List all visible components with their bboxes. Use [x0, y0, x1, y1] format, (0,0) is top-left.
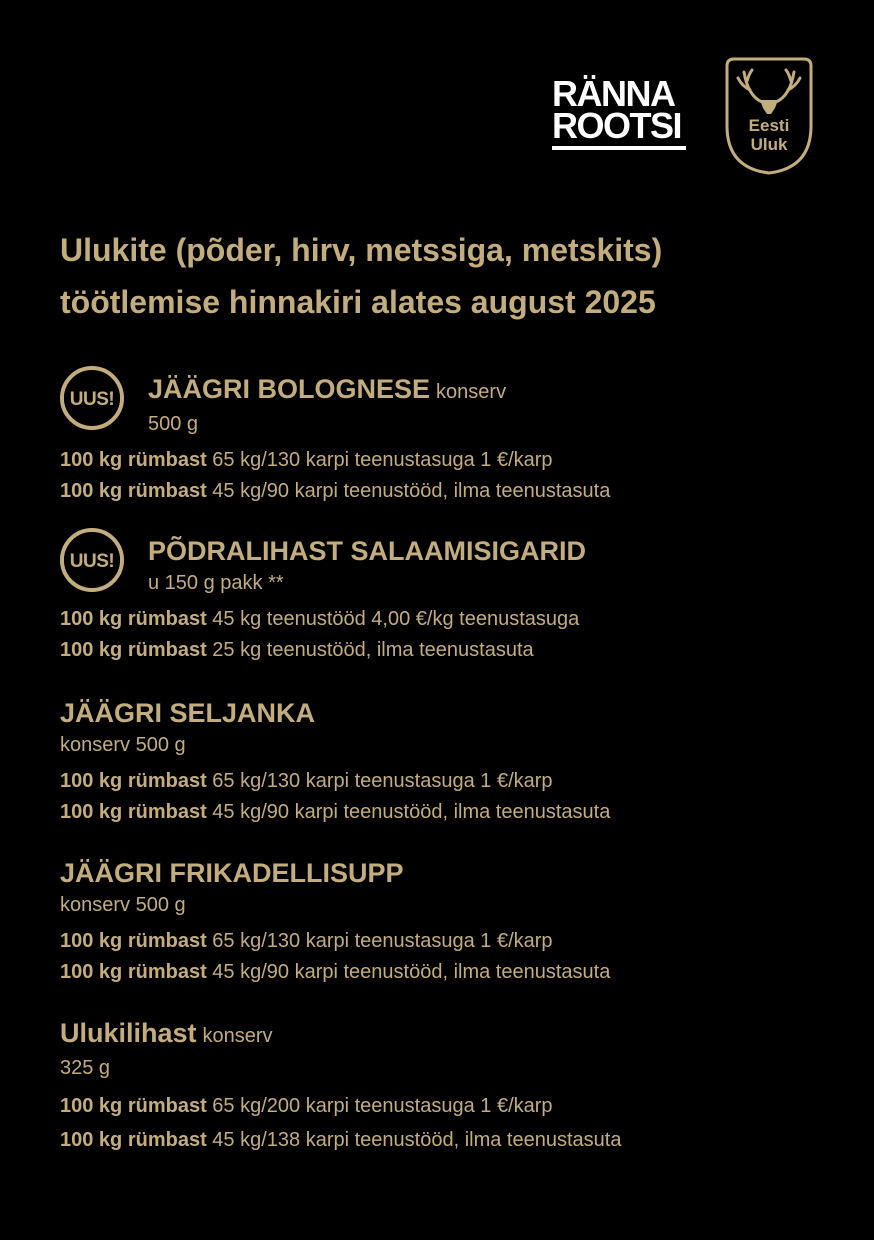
- price-line: 100 kg rümbast 45 kg/90 karpi teenustööd, ilma teenustasuta: [60, 961, 611, 983]
- product-podralihast-salaamisigarid: [60, 536, 840, 666]
- price-line: 100 kg rümbast 45 kg/90 karpi teenustööd, ilma teenustasuta: [60, 480, 611, 502]
- product-name: JÄÄGRI FRIKADELLISUPP: [60, 858, 404, 888]
- product-jaagri-bolognese: [60, 374, 840, 507]
- product-subtitle: konserv 500 g: [60, 734, 186, 756]
- price-line: 100 kg rümbast 25 kg teenustööd, ilma teenustasuta: [60, 639, 534, 661]
- eesti-uluk-logo-line-2: Uluk: [750, 135, 788, 154]
- eesti-uluk-logo: [722, 56, 816, 176]
- product-subtitle: konserv 500 g: [60, 894, 186, 916]
- new-badge: [60, 366, 124, 430]
- price-line: 100 kg rümbast 65 kg/130 karpi teenustasuga 1 €/karp: [60, 930, 553, 952]
- logo-area: [552, 56, 822, 178]
- price-line: 100 kg rümbast 65 kg/200 karpi teenustasuga 1 €/karp: [60, 1095, 553, 1117]
- page-title: [60, 224, 840, 328]
- price-line: 100 kg rümbast 65 kg/130 karpi teenustasuga 1 €/karp: [60, 770, 553, 792]
- product-ulukilihast: [60, 1018, 840, 1157]
- ranna-rootsi-underline: [552, 146, 686, 150]
- product-name: JÄÄGRI BOLOGNESE konserv: [148, 374, 507, 404]
- eesti-uluk-logo-line-1: Eesti: [748, 116, 790, 135]
- ranna-rootsi-logo: [552, 73, 692, 150]
- product-name: PÕDRALIHAST SALAAMISIGARID: [148, 536, 586, 566]
- product-jaagri-seljanka: [60, 698, 840, 828]
- page-title-line-1: Ulukite (põder, hirv, metssiga, metskits): [60, 232, 663, 268]
- new-badge-label: UUS!: [64, 389, 120, 411]
- product-subtitle: u 150 g pakk **: [148, 572, 284, 594]
- product-name: Ulukilihast konserv: [60, 1018, 273, 1048]
- product-name-suffix: konserv: [436, 381, 507, 403]
- product-name: JÄÄGRI SELJANKA: [60, 698, 316, 728]
- new-badge-label: UUS!: [64, 551, 120, 573]
- price-line: 100 kg rümbast 45 kg teenustööd 4,00 €/kg teenustasuga: [60, 608, 580, 630]
- product-subtitle: 325 g: [60, 1057, 111, 1079]
- price-line: 100 kg rümbast 45 kg/90 karpi teenustööd, ilma teenustasuta: [60, 801, 611, 823]
- ranna-rootsi-logo-line-1: RÄNNA: [552, 73, 675, 114]
- product-subtitle: 500 g: [148, 413, 199, 435]
- price-line: 100 kg rümbast 65 kg/130 karpi teenustasuga 1 €/karp: [60, 449, 553, 471]
- page-title-line-2: töötlemise hinnakiri alates august 2025: [60, 284, 656, 320]
- price-line: 100 kg rümbast 45 kg/138 karpi teenustööd, ilma teenustasuta: [60, 1129, 622, 1151]
- new-badge: [60, 528, 124, 592]
- product-name-suffix: konserv: [202, 1025, 273, 1047]
- product-jaagri-frikadellisupp: [60, 858, 840, 988]
- ranna-rootsi-logo-line-2: ROOTSI: [552, 105, 682, 146]
